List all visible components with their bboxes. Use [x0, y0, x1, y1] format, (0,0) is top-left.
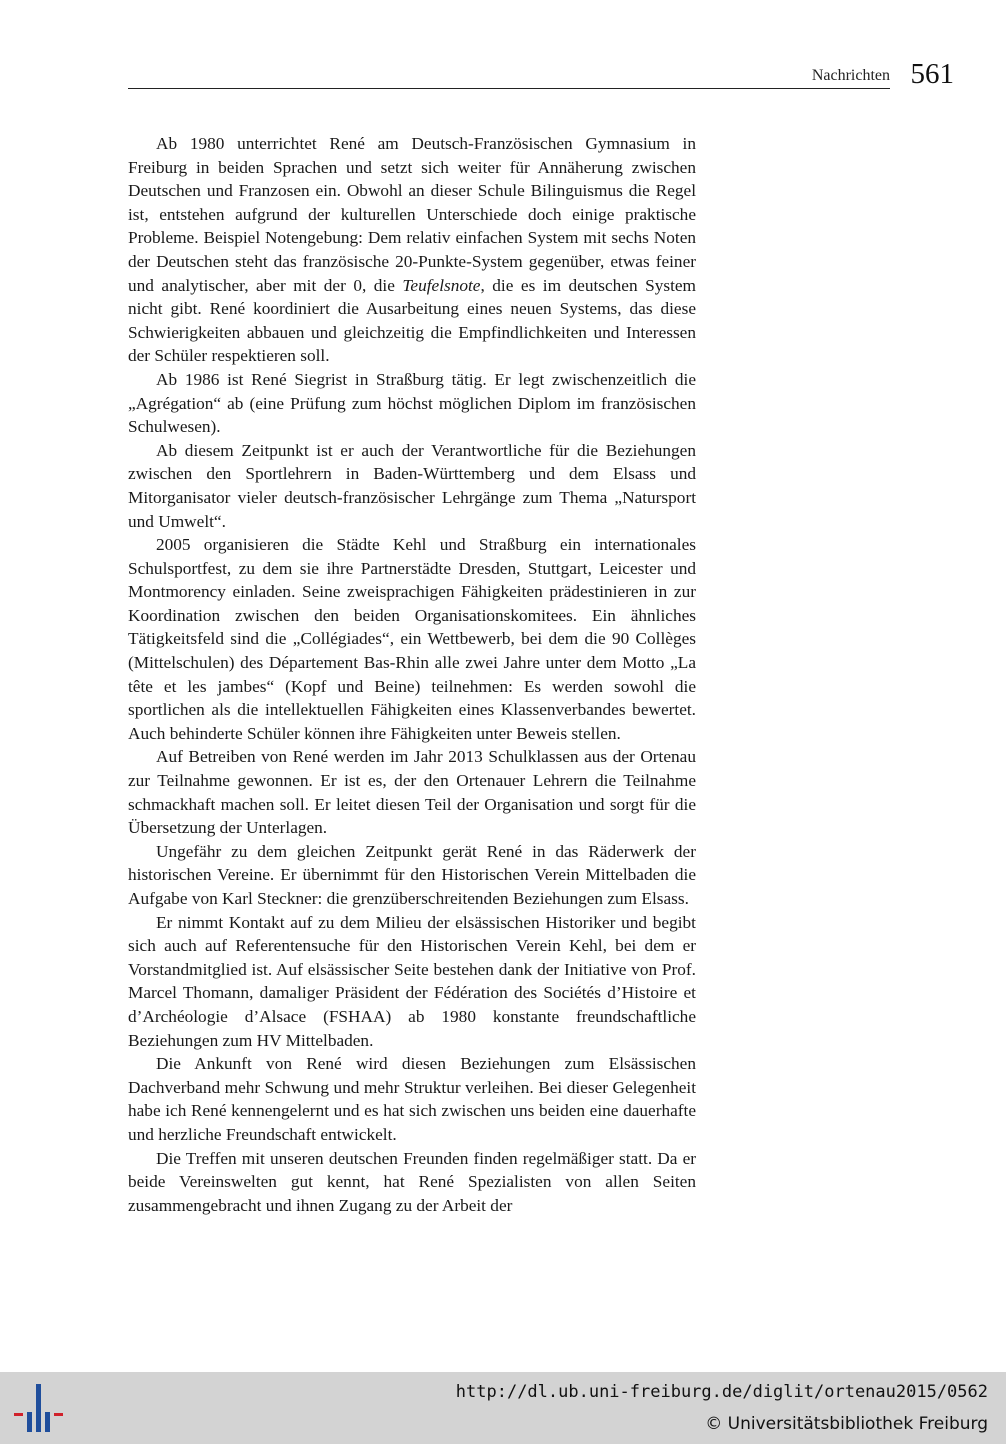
copyright-notice: © Universitätsbibliothek Freiburg [705, 1414, 988, 1434]
running-head [128, 60, 954, 92]
paragraph: Die Treffen mit unseren deutschen Freunden finden regelmäßiger statt. Da er beide Vereinswelten gut kennt, hat René Spezialisten von allen Seiten zusammengebracht und ihnen Zugang zu der Arbeit der [128, 1148, 696, 1215]
paragraph: Ungefähr zu dem gleichen Zeitpunkt gerät René in das Räderwerk der historischen Vereine. Er übernimmt für den Historischen Verein Mittelbaden die Aufgabe von Karl Steckner: die grenzüberschreitenden Beziehungen zum Elsass. [128, 841, 696, 908]
page-number: 561 [910, 58, 954, 90]
paragraph: Die Ankunft von René wird diesen Beziehungen zum Elsässischen Dachverband mehr Schwung und mehr Struktur verleihen. Bei dieser Gelegenheit habe ich René kennengelernt und es hat sich zwischen uns beiden eine dauerhafte und herzliche Freundschaft entwickelt. [128, 1054, 696, 1144]
paragraph: Ab diesem Zeitpunkt ist er auch der Verantwortliche für die Beziehungen zwischen den Sportlehrern in Baden-Württemberg und dem Elsass und Mitorganisator vieler deutsch-französischer Lehrgänge zum Thema „Natursport und Umwelt“. [128, 440, 696, 531]
paragraph: Ab 1980 unterrichtet René am Deutsch-Französischen Gymnasium in Freiburg in beiden Sprachen und setzt sich weiter für Annäherung zwischen Deutschen und Franzosen ein. Obwohl an dieser Schule Bilinguismus die Regel ist, entstehen aufgrund der kulturellen Unterschiede doch einige praktische Probleme. Beispiel Notengebung: Dem relativ einfachen System mit sechs Noten der Deutschen steht das französische 20-Punkte-System gegenüber, etwas feiner und analytischer, aber mit der 0, die Teufelsnote, die es im deutschen System nicht gibt. René koordiniert die Ausarbeitung eines neuen Systems, das diese Schwierigkeiten abbauen und gleichzeitig die Empfindlichkeiten und Interessen der Schüler respektieren soll. [128, 134, 696, 366]
paragraph: Er nimmt Kontakt auf zu dem Milieu der elsässischen Historiker und begibt sich auch auf Referentensuche für den Historischen Verein Kehl, bei dem er Vorstandmitglied ist. Auf elsässischer Seite bestehen dank der Initiative von Prof. Marcel Thomann, damaliger Präsident der Fédération des Sociétés d’Histoire et d’Archéologie d’Alsace (FSHAA) ab 1980 konstante freundschaftliche Beziehungen zum HV Mittelbaden. [128, 912, 696, 1050]
paragraph: 2005 organisieren die Städte Kehl und Straßburg ein internationales Schulsportfest, zu dem sie ihre Partnerstädte Dresden, Stuttgart, Leicester und Montmorency einladen. Seine zweisprachigen Fähigkeiten prädestinieren in zur Koordination zwischen den beiden Organisationskomitees. Ein ähnliches Tätigkeitsfeld sind die „Collégiades“, ein Wettbewerb, bei dem die 90 Collèges (Mittelschulen) des Département Bas-Rhin alle zwei Jahre unter dem Motto „La tête et les jambes“ (Kopf und Beine) teilnehmen: Es werden sowohl die sportlichen als die intellektuellen Fähigkeiten eines Klassenverbandes bewertet. Auch behinderte Schüler können ihre Fähigkeiten unter Beweis stellen. [128, 535, 696, 743]
paragraph: Ab 1986 ist René Siegrist in Straßburg tätig. Er legt zwischenzeitlich die „Agrégation“ ab (eine Prüfung zum höchst möglichen Diplom im französischen Schulwesen). [128, 369, 696, 437]
footer-bar [0, 1372, 1006, 1444]
ub-freiburg-logo-icon[interactable] [14, 1384, 64, 1432]
article-body [128, 132, 696, 1217]
paragraph: Auf Betreiben von René werden im Jahr 2013 Schulklassen aus der Ortenau zur Teilnahme gewonnen. Er ist es, der den Ortenauer Lehrern die Teilnahme schmackhaft machen soll. Er leitet diesen Teil der Organisation und sorgt für die Übersetzung der Unterlagen. [128, 747, 696, 838]
header-rule [128, 88, 890, 89]
italic-term: Teufelsnote [402, 275, 481, 295]
section-title: Nachrichten [811, 67, 890, 84]
permalink-url[interactable]: http://dl.ub.uni-freiburg.de/diglit/ortenau2015/0562 [455, 1382, 988, 1402]
